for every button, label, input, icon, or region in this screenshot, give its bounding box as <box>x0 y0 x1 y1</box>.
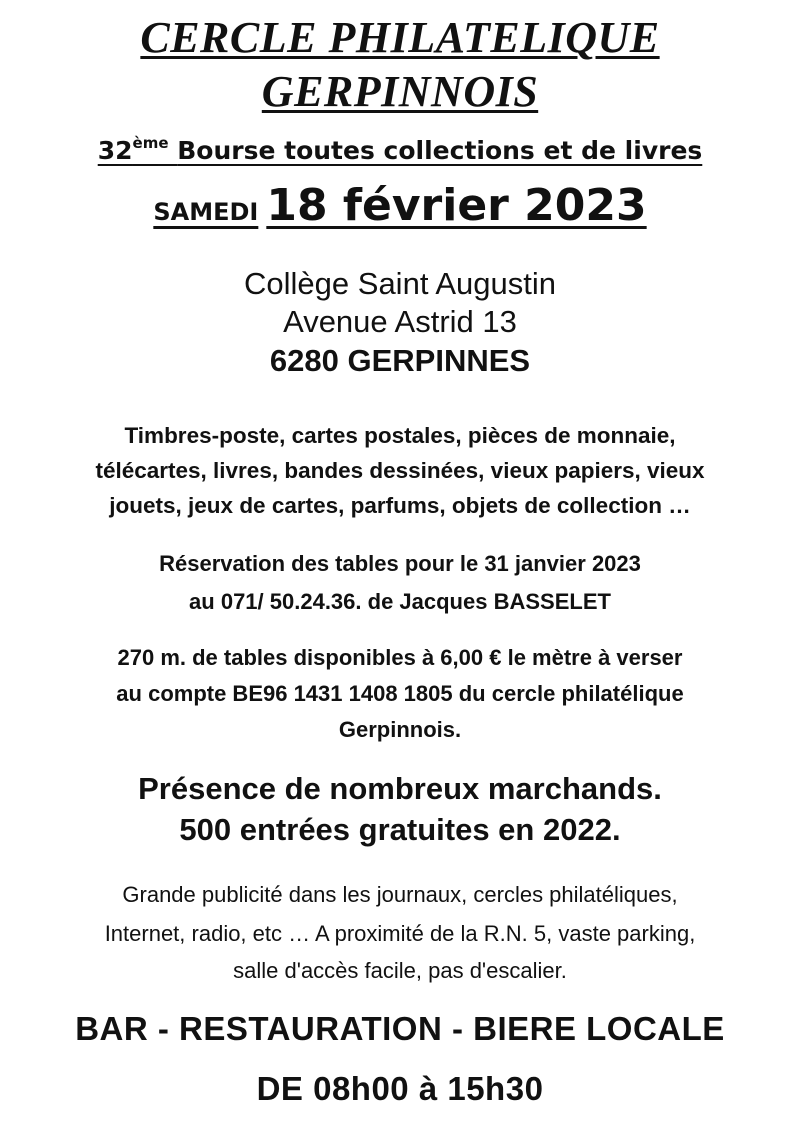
edition-number: 32 <box>97 136 133 165</box>
club-title-line-2: GERPINNOIS <box>261 67 539 116</box>
reservation-line-1: Réservation des tables pour le 31 janvier 2023 <box>159 551 641 576</box>
items-line-3: jouets, jeux de cartes, parfums, objets de collection … <box>109 493 691 518</box>
edition-suffix: ème <box>132 134 169 152</box>
reservation-line-2: au 071/ 50.24.36. de Jacques BASSELET <box>189 589 611 614</box>
publicity-line-3: salle d'accès facile, pas d'escalier. <box>233 958 567 983</box>
highlight-merchants: Présence de nombreux marchands. <box>138 771 662 806</box>
club-title-line-1: CERCLE PHILATELIQUE <box>140 13 660 62</box>
venue-city: 6280 GERPINNES <box>269 343 531 378</box>
opening-hours: DE 08h00 à 15h30 <box>256 1070 544 1107</box>
venue-street: Avenue Astrid 13 <box>283 304 517 339</box>
event-day: SAMEDI <box>153 198 259 226</box>
event-heading <box>0 134 800 165</box>
highlight-entries: 500 entrées gratuites en 2022. <box>179 812 621 847</box>
event-date-text: 18 février 2023 <box>266 180 647 231</box>
tables-line-1: 270 m. de tables disponibles à 6,00 € le mètre à verser <box>117 645 683 670</box>
tables-line-3: Gerpinnois. <box>338 717 462 742</box>
services-banner: BAR - RESTAURATION - BIERE LOCALE <box>75 1010 725 1047</box>
publicity-line-1: Grande publicité dans les journaux, cercles philatéliques, <box>122 882 678 907</box>
venue-name: Collège Saint Augustin <box>244 266 556 301</box>
items-line-2: télécartes, livres, bandes dessinées, vieux papiers, vieux <box>95 458 705 483</box>
event-name: Bourse toutes collections et de livres <box>177 136 703 165</box>
items-line-1: Timbres-poste, cartes postales, pièces de monnaie, <box>124 423 676 448</box>
publicity-line-2: Internet, radio, etc … A proximité de la R.N. 5, vaste parking, <box>104 921 696 946</box>
event-date <box>0 180 800 231</box>
tables-line-2: au compte BE96 1431 1408 1805 du cercle philatélique <box>116 681 684 706</box>
